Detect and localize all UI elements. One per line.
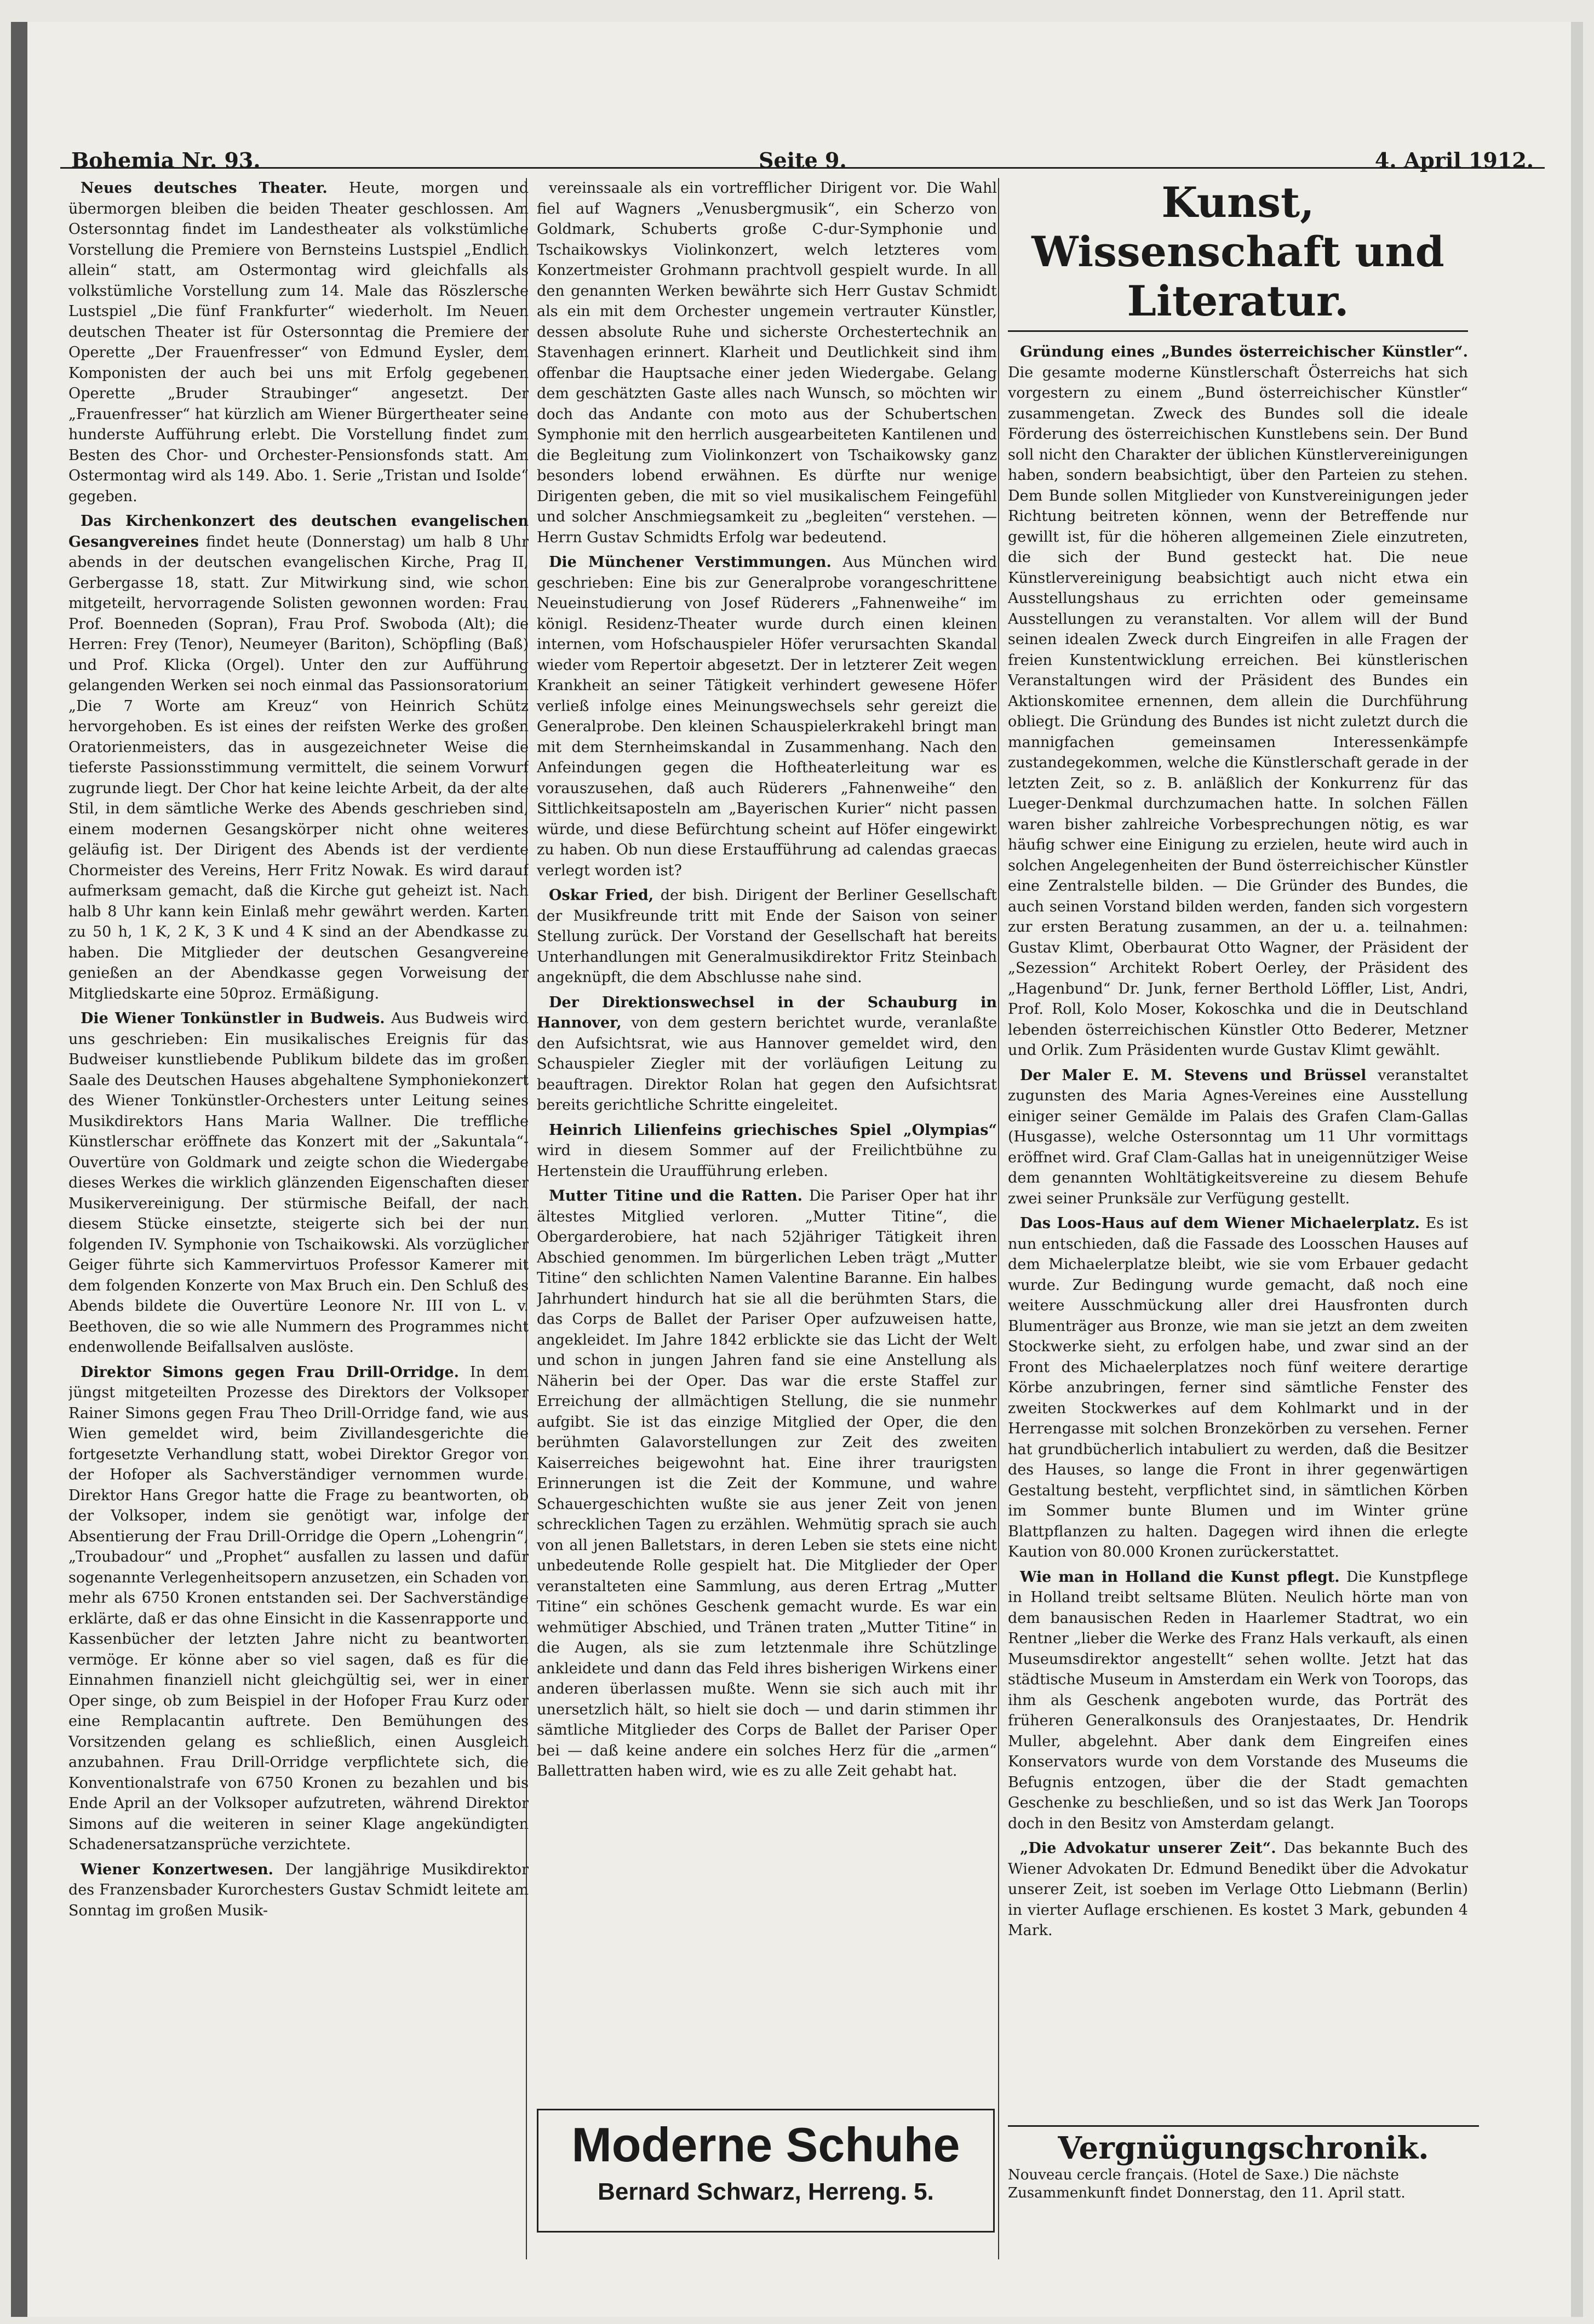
article-text: Die Pariser Oper hat ihr ältestes Mitglied verloren. „Mutter Titine“, die Obergarderobiere, hat nach 52jähriger Tätigkeit ihren Abschied genommen. Im bürgerlichen Leben trägt „Mutter Titine“ den schlichten Namen Valentine Baranne. Ein halbes Jahrhundert hindurch hat sie all die berühmten Stars, die das Corps de Ballet der Pariser Oper aufzuweisen hatte, angekleidet. Im Jahre 1842 erblickte sie das Licht der Welt und schon in jungen Jahren fand sie eine Anstellung als Näherin bei der Oper. Das war die erste Staffel zur Erreichung der allmächtigen Stellung, die sie nunmehr aufgibt. Sie ist das einzige Mitglied der Oper, die den berühmten Galavorstellungen zur Zeit des zweiten Kaiserreiches beigewohnt hat. Eine ihrer traurigsten Erinnerungen ist die Zeit der Kommune, und wahre Schauergeschichten wußte sie aus jener Zeit von jenen schrecklichen Tagen zu erzählen. Wehmütig sprach sie auch von all jenen Balletstars, in deren Leben sie stets eine nicht unbedeutende Rolle gespielt hat. Die Mitglieder der Oper veranstalteten eine Sammlung, aus deren Ertrag „Mutter Titine“ ein schönes Geschenk gemacht wurde. Es war ein wehmütiger Abschied, und Tränen traten „Mutter Titine“ in die Augen, als sie zum letztenmale ihre Schützlinge ankleidete und dann das Feld ihres bisherigen Wirkens einer anderen überlassen mußte. Wenn sie sich auch mit ihr unersetzlich hält, so hielt sie doch — und darin stimmen ihr sämtliche Mitglieder des Corps de Ballet der Pariser Oper bei — daß keine andere ein solches Herz für die „armen“ Ballettratten haben wird, wie es zu alle Zeit gehabt hat. bbox=[537, 1187, 997, 1780]
article bbox=[68, 1860, 529, 1921]
article-title: Die Wiener Tonkünstler in Budweis. bbox=[81, 1010, 385, 1027]
page-number: Seite 9. bbox=[759, 148, 847, 173]
article bbox=[1008, 342, 1468, 1061]
article-title: „Die Advokatur unserer Zeit“. bbox=[1020, 1840, 1276, 1857]
article-title: Gründung eines „Bundes österreichischer Künstler“. bbox=[1020, 343, 1468, 360]
header-rule bbox=[60, 167, 1545, 169]
chronicle-text: Nouveau cercle français. (Hotel de Saxe.) Die nächste Zusammenkunft findet Donnerstag, den 11. April statt. bbox=[1008, 2167, 1406, 2201]
article bbox=[1008, 1567, 1468, 1834]
article bbox=[537, 992, 997, 1116]
column-2 bbox=[537, 178, 997, 2095]
column-3 bbox=[1008, 178, 1468, 2117]
ad-title: Moderne Schuhe bbox=[571, 2118, 960, 2172]
article-text: Die gesamte moderne Künstlerschaft Österreichs hat sich vorgestern zu einem „Bund österreichischer Künstler“ zusammengetan. Zweck des Bundes soll die ideale Förderung des österreichischen Kunstlebens sein. Der Bund soll nicht den Charakter der üblichen Künstlervereinigungen haben, sondern beabsichtigt, über den Parteien zu stehen. Dem Bunde sollen Mitglieder von Kunstvereinigungen jeder Richtung beitreten können, wenn der Betreffende nur gewillt ist, für die höheren allgemeinen Ziele einzutreten, die sich der Bund gesteckt hat. Die neue Künstlervereinigung beabsichtigt auch nicht etwa ein Ausstellungshaus zu errichten oder gemeinsame Ausstellungen zu veranstalten. Vor allem will der Bund seinen idealen Zweck durch Eingreifen in alle Fragen der freien Kunstentwicklung erreichen. Bei künstlerischen Veranstaltungen wird der Präsident des Bundes ein Aktionskomitee ernennen, dem allein die Durchführung obliegt. Die Gründung des Bundes ist nicht zuletzt durch die mannigfachen gemeinsamen Interessenkämpfe zustandegekommen, welche die Künstlerschaft gerade in der letzten Zeit, so z. B. anläßlich der Konkurrenz für das Lueger-Denkmal durchzumachen hatte. In solchen Fällen waren bisher zahlreiche Vorbesprechungen nötig, es war häufig schwer eine Einigung zu erzielen, heute wird auch in solchen Angelegenheiten der Bund österreichischer Künstler eine Zentralstelle bilden. — Die Gründer des Bundes, die auch seinen Vorstand bilden werden, fanden sich vorgestern zur ersten Beratung zusammen, an der u. a. teilnahmen: Gustav Klimt, Oberbaurat Otto Wagner, der Präsident der „Sezession“ Architekt Robert Oerley, der Präsident des „Hagenbund“ Dr. Junk, ferner Berthold Löffler, List, Andri, Prof. Roll, Kolo Moser, Kokoschka und die in Deutschland lebenden österreichischen Künstler Otto Bederer, Metzner und Orlik. Zum Präsidenten wurde Gustav Klimt gewählt. bbox=[1008, 364, 1468, 1059]
article-text: vereinssaale als ein vortrefflicher Dirigent vor. Die Wahl fiel auf Wagners „Venusbergmusik“, ein Scherzo von Goldmark, Schuberts große C-dur-Symphonie und Tschaikowskys Violinkonzert, welch letzteres vom Konzertmeister Grohmann prachtvoll gespielt wurde. In all den genannten Werken bewährte sich Herr Gustav Schmidt als ein mit dem Orchester ungemein vertrauter Künstler, dessen absolute Ruhe und sicherste Orchestertechnik an Stavenhagen erinnert. Klarheit und Deutlichkeit sind ihm offenbar die Hauptsache einer jeden Wiedergabe. Gelang dem geschätzten Gaste alles nach Wunsch, so möchten wir doch das Andante con moto aus der Schubertschen Symphonie mit den herrlich ausgearbeiteten Kantilenen und die Begleitung zum Violinkonzert von Tschaikowsky ganz besonders lobend erwähnen. Es dürfte nur wenige Dirigenten geben, die mit so viel musikalischem Feingefühl und solcher Anschmiegsamkeit zu „begleiten“ verstehen. — Herrn Gustav Schmidts Erfolg war bedeutend. bbox=[537, 180, 997, 546]
article bbox=[1008, 1213, 1468, 1563]
article bbox=[1008, 1065, 1468, 1209]
chronicle-title: Vergnügungschronik. bbox=[1008, 2125, 1479, 2166]
article-title: Der Maler E. M. Stevens und Brüssel bbox=[1020, 1066, 1367, 1084]
article bbox=[68, 511, 529, 1004]
binding-edge bbox=[11, 22, 27, 2317]
article-text: veranstaltet zugunsten des Maria Agnes-Vereines eine Ausstellung einiger seiner Gemälde im Palais des Grafen Clam-Gallas (Husgasse), welche Ostersonntag um 11 Uhr vormittags eröffnet wird. Graf Clam-Gallas hat in uneigennütziger Weise dem genannten Wohltätigkeitsvereine zu diesem Behufe zwei seiner Prunksäle zur Verfügung gestellt. bbox=[1008, 1066, 1468, 1207]
article-text: wird in diesem Sommer auf der Freilichtbühne zu Hertenstein die Uraufführung erleben. bbox=[537, 1142, 997, 1180]
article bbox=[537, 1120, 997, 1182]
article-text: Aus Budweis wird uns geschrieben: Ein musikalisches Ereignis für das Budweiser kunstliebende Publikum bildete das im großen Saale des Deutschen Hauses abgehaltene Symphoniekonzert des Wiener Tonkünstler-Orchesters unter Leitung seines Musikdirektors Hans Maria Wallner. Die treffliche Künstlerschar eröffnete das Konzert mit der „Sakuntala“-Ouvertüre von Goldmark und zeigte schon die Wiedergabe dieses Werkes die wirklich glänzenden Eigenschaften dieser Musikervereinigung. Der stürmische Beifall, der nach diesem Stücke einsetzte, steigerte sich bei der nun folgenden IV. Symphonie von Tschaikowski. Als vorzüglicher Geiger führte sich Kammervirtuos Professor Kamerer mit dem folgenden Konzerte von Max Bruch ein. Den Schluß des Abends bildete die Ouvertüre Leonore Nr. III von L. v. Beethoven, die so wie alle Nummern des Programmes nicht endenwollende Beifallsalven auslöste. bbox=[68, 1010, 529, 1356]
article-text: Der langjährige Musikdirektor des Franzensbader Kurorchesters Gustav Schmidt leitete am Sonntag im großen Musik- bbox=[68, 1861, 529, 1919]
article-title: Das Kirchenkonzert des deutschen evangelischen Gesangvereines bbox=[68, 513, 529, 550]
column-divider bbox=[998, 178, 999, 2259]
page-edge bbox=[1571, 22, 1583, 2317]
article bbox=[68, 1362, 529, 1855]
article-title: Mutter Titine und die Ratten. bbox=[549, 1187, 803, 1204]
article-title: Der Direktionswechsel in der Schauburg in Hannover, bbox=[537, 994, 997, 1031]
article-text: Heute, morgen und übermorgen bleiben die beiden Theater geschlossen. Am Ostersonntag findet im Landestheater als volkstümliche Vorstellung die Premiere von Bernsteins Lustspiel „Endlich allein“ statt, am Ostermontag wird gleichfalls als volkstümliche Vorstellung zum 14. Male das Röszlersche Lustspiel „Die fünf Frankfurter“ wiederholt. Im Neuen deutschen Theater ist für Ostersonntag die Premiere der Operette „Der Frauenfresser“ von Edmund Eysler, dem Komponisten der auch bei uns mit Erfolg gegebenen Operette „Bruder Straubinger“ angesetzt. Der „Frauenfresser“ hat kürzlich am Wiener Bürgertheater seine hunderste Aufführung erlebt. Die Vorstellung findet zum Besten des Chor- und Orchester-Pensionsfonds statt. Am Ostermontag wird als 149. Abo. 1. Serie „Tristan und Isolde“ gegeben. bbox=[68, 180, 529, 505]
shoe-advertisement bbox=[537, 2109, 995, 2233]
article bbox=[537, 552, 997, 881]
entertainment-chronicle bbox=[1008, 2125, 1479, 2202]
article bbox=[68, 1008, 529, 1358]
article-title: Oskar Fried, bbox=[549, 887, 654, 904]
article-title: Wiener Konzertwesen. bbox=[81, 1861, 274, 1878]
ad-firm: Bernard Schwarz, bbox=[598, 2178, 801, 2205]
article-text: von dem gestern berichtet wurde, veranlaßte den Aufsichtsrat, wie aus Hannover gemeldet wird, den Schauspieler Ziegler mit der vorläufigen Leitung zu beauftragen. Direktor Rolan hat gegen den Aufsichtsrat bereits gerichtliche Schritte eingeleitet. bbox=[537, 1014, 997, 1114]
article-title: Heinrich Lilienfeins griechisches Spiel „Olympias“ bbox=[549, 1121, 997, 1139]
issue-date: 4. April 1912. bbox=[1374, 148, 1534, 173]
article-text: Die Kunstpflege in Holland treibt seltsame Blüten. Neulich hörte man von dem banausischen Reden in Haarlemer Stadtrat, wo ein Rentner „lieber die Werke des Franz Hals verkauft, als einen Museumsdirektor angestellt“ sehen wollte. Jetzt hat das städtische Museum in Amsterdam ein Werk von Toorops, das ihm als Geschenk angeboten wurde, das Porträt des früheren Generalkonsuls des Oranjestaates, Dr. Hendrik Muller, abgelehnt. Aber dank dem Eingreifen eines Konservators wurde von dem Vorstande des Museums die Befugnis entzogen, über die der Stadt gemachten Geschenke zu beschließen, und so ist das Werk Jan Toorops doch in den Besitz von Amsterdam gelangt. bbox=[1008, 1568, 1468, 1832]
article-title: Das Loos-Haus auf dem Wiener Michaelerplatz. bbox=[1020, 1215, 1420, 1232]
article-title: Neues deutsches Theater. bbox=[81, 180, 328, 197]
issue-number: Bohemia Nr. 93. bbox=[71, 148, 261, 173]
ad-street: Herreng. 5. bbox=[808, 2178, 934, 2205]
article bbox=[537, 178, 997, 548]
article bbox=[537, 1186, 997, 1782]
article-text: Es ist nun entschieden, daß die Fassade des Loosschen Hauses auf dem Michaelerplatze bleibt, wie sie vom Erbauer gedacht wurde. Zur Bedingung wurde gemacht, daß noch eine weitere Ausschmückung aller drei Hausfronten durch Blumenträger aus Bronze, wie man sie jetzt an dem zweiten Stockwerke sieht, zu erfolgen habe, und zwar sind an der Front des Michaelerplatzes noch fünf weitere derartige Körbe anzubringen, ferner sind sämtliche Fenster des zweiten Stockwerkes auf dem Kohlmarkt und in der Herrengasse mit solchen Bronzekörben zu versehen. Ferner hat grundbücherlich intabuliert zu werden, daß die Besitzer des Hauses, so lange die Front in ihrer gegenwärtigen Gestaltung besteht, verpflichtet sind, in sämtlichen Körben im Sommer bunte Blumen und im Winter grüne Blattpflanzen zu halten. Dagegen wird ihnen die erlegte Kaution von 80.000 Kronen zurückerstattet. bbox=[1008, 1215, 1468, 1560]
article-text: Aus München wird geschrieben: Eine bis zur Generalprobe vorangeschrittene Neueinstudierung von Josef Rüderers „Fahnenweihe“ im königl. Residenz-Theater wurde durch einen kleinen internen, vom Hofschauspieler Höfer verursachten Skandal wieder vom Repertoir abgesetzt. Der in letzterer Zeit wegen Krankheit an seiner Tätigkeit verhindert gewesene Höfer verließ infolge eines Meinungswechsels sehr gereizt die Generalprobe. Den kleinen Schauspielerkrakehl bringt man mit dem Sternheimskandal in Zusammenhang. Nach den Anfeindungen gegen die Hoftheaterleitung war es vorauszusehen, daß auch Rüderers „Fahnenweihe“ den Sittlichkeitsaposteln am „Bayerischen Kurier“ nicht passen würde, und diese Befürchtung scheint auf Höfer eingewirkt zu haben. Ob nun diese Erstaufführung ad calendas graecas verlegt worden ist? bbox=[537, 554, 997, 879]
article-text: der bish. Dirigent der Berliner Gesellschaft der Musikfreunde tritt mit Ende der Saison von seiner Stellung zurück. Der Vorstand der Gesellschaft hat bereits Unterhandlungen mit Generalmusikdirektor Fritz Steinbach angeknüpft, die dem Abschlusse nahe sind. bbox=[537, 887, 997, 986]
article bbox=[68, 178, 529, 507]
ad-address bbox=[538, 2178, 993, 2206]
article-text: findet heute (Donnerstag) um halb 8 Uhr abends in der deutschen evangelischen Kirche, Prag II, Gerbergasse 18, statt. Zur Mitwirkung sind, wie schon mitgeteilt, hervorragende Solisten gewonnen worden: Frau Prof. Boenneden (Sopran), Frau Prof. Swoboda (Alt); die Herren: Frey (Tenor), Neumeyer (Bariton), Schöpfling (Baß) und Prof. Klicka (Orgel). Unter den zur Aufführung gelangenden Werken sei noch einmal das Passionsoratorium „Die 7 Worte am Kreuz“ von Heinrich Schütz hervorgehoben. Es ist eines der reifsten Werke des großen Oratorienmeisters, das in ausgezeichneter Weise die tieferste Passionsstimmung vermittelt, die seinem Vorwurf zugrunde liegt. Der Chor hat keine leichte Arbeit, da der alte Stil, in dem sämtliche Werke des Abends geschrieben sind, einem modernen Gesangskörper nicht ohne weiteres geläufig ist. Der Dirigent des Abends ist der verdiente Chormeister des Vereins, Herr Fritz Nowak. Es wird darauf aufmerksam gemacht, daß die Kirche gut geheizt ist. Nach halb 8 Uhr kann kein Einlaß mehr gewährt werden. Karten zu 50 h, 1 K, 2 K, 3 K und 4 K sind an der Abendkasse zu haben. Die Mitglieder der deutschen Gesangvereine genießen an der Abendkasse gegen Vorweisung der Mitgliedskarte eine 50proz. Ermäßigung. bbox=[68, 533, 529, 1002]
article bbox=[1008, 1838, 1468, 1941]
article bbox=[537, 885, 997, 988]
article-title: Direktor Simons gegen Frau Drill-Orridge. bbox=[81, 1363, 459, 1381]
article-title: Wie man in Holland die Kunst pflegt. bbox=[1020, 1568, 1340, 1586]
article-text: In dem jüngst mitgeteilten Prozesse des Direktors der Volksoper Rainer Simons gegen Frau Theo Drill-Orridge fand, wie aus Wien gemeldet wird, beim Zivillandesgerichte die fortgesetzte Verhandlung statt, wobei Direktor Gregor von der Hofoper als Sachverständiger vernommen wurde. Direktor Hans Gregor hatte die Frage zu beantworten, ob der Volksoper, indem sie genötigt war, infolge der Absentierung der Frau Drill-Orridge die Opern „Lohengrin“, „Troubadour“ und „Prophet“ ausfallen zu lassen und dafür sogenannte Verlegenheitsopern anzusetzen, ein Schaden von mehr als 6750 Kronen entstanden sei. Der Sachverständige erklärte, daß er das ohne Einsicht in die Kassenrapporte und Kassenbücher der letzten Jahre nicht zu beantworten vermöge. Er könne aber so viel sagen, daß es für die Einnahmen finanziell nicht gleichgültig sei, wer in einer Oper singe, ob zum Beispiel in der Hofoper Frau Kurz oder eine Remplacantin auftrete. Den Bemühungen des Vorsitzenden gelang es schließlich, einen Ausgleich anzubahnen. Frau Drill-Orridge verpflichtete sich, die Konventionalstrafe von 6750 Kronen zu bezahlen und bis Ende April an der Volksoper aufzutreten, während Direktor Simons auf die weiteren in seiner Klage angekündigten Schadenersatzansprüche verzichtete. bbox=[68, 1363, 529, 1853]
article-text: Das bekannte Buch des Wiener Advokaten Dr. Edmund Benedikt über die Advokatur unserer Zeit, ist soeben im Verlage Otto Liebmann (Berlin) in vierter Auflage erschienen. Es kostet 3 Mark, gebunden 4 Mark. bbox=[1008, 1840, 1468, 1939]
section-heading: Kunst, Wissenschaft und Literatur. bbox=[1008, 178, 1468, 332]
column-1 bbox=[68, 178, 529, 2254]
article-title: Die Münchener Verstimmungen. bbox=[549, 554, 832, 571]
